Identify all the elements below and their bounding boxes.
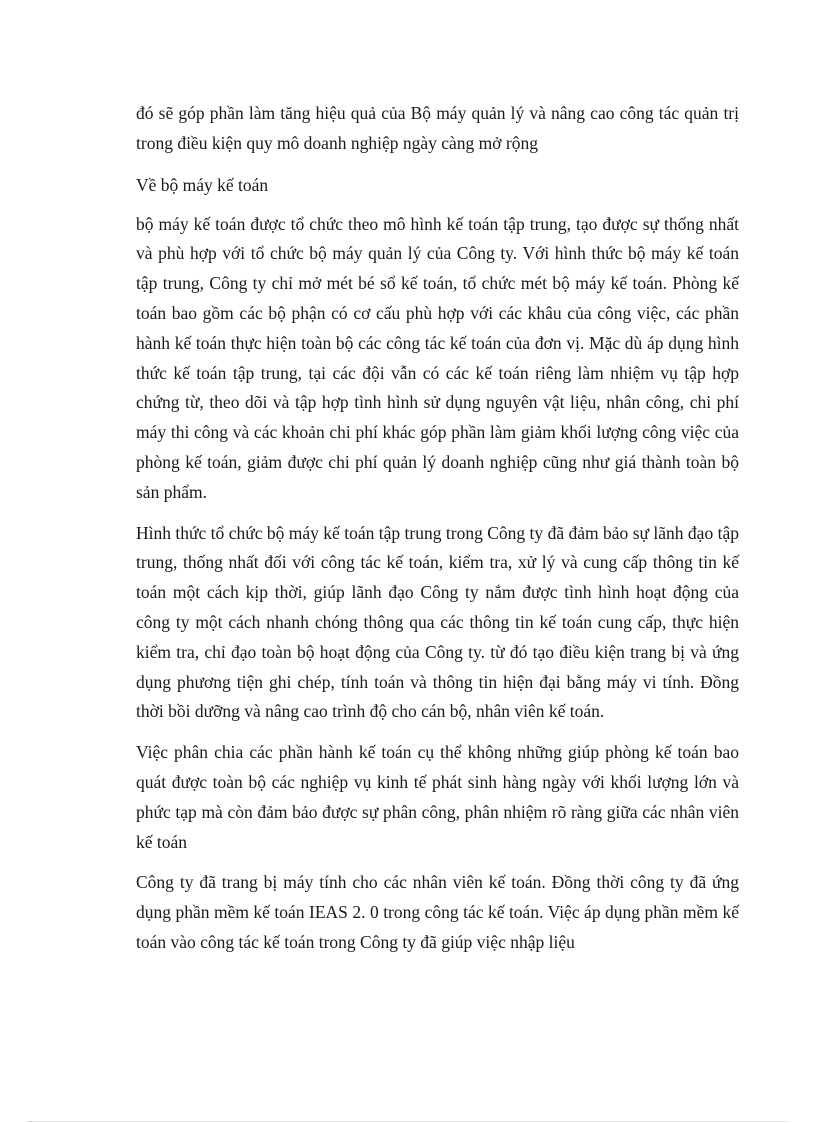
paragraph-organization-form: Hình thức tổ chức bộ máy kế toán tập trung trong Công ty đã đảm bảo sự lãnh đạo tập trung, thống nhất đối với công tác kế toán, kiểm tra, xử lý và cung cấp thông tin kế toán một cách kịp thời, giúp lãnh đạo Công ty nắm được tình hình hoạt động của công ty một cách nhanh chóng thông qua các thông tin kế toán cung cấp, thực hiện kiểm tra, chỉ đạo toàn bộ hoạt động của Công ty. từ đó tạo điều kiện trang bị và ứng dụng phương tiện ghi chép, tính toán và thông tin hiện đại bằng máy vi tính. Đồng thời bồi dưỡng và nâng cao trình độ cho cán bộ, nhân viên kế toán.: [136, 522, 739, 722]
document-body: [136, 99, 739, 969]
page-bottom-rule: [28, 1121, 788, 1122]
section-heading-accounting-apparatus: Về bộ máy kế toán: [136, 174, 269, 195]
paragraph-task-division: Việc phân chia các phần hành kế toán cụ thể không những giúp phòng kế toán bao quát được toàn bộ các nghiệp vụ kinh tế phát sinh hàng ngày với khối lượng lớn và phức tạp mà còn đảm bảo được sự phân công, phân nhiệm rõ ràng giữa các nhân viên kế toán: [136, 742, 739, 852]
paragraph-software: Công ty đã trang bị máy tính cho các nhân viên kế toán. Đồng thời công ty đã ứng dụng phần mềm kế toán IEAS 2. 0 trong công tác kế toán. Việc áp dụng phần mềm kế toán vào công tác kế toán trong Công ty đã giúp việc nhập liệu: [136, 872, 739, 952]
paragraph-intro-continuation: đó sẽ góp phần làm tăng hiệu quả của Bộ máy quản lý và nâng cao công tác quản trị trong điều kiện quy mô doanh nghiệp ngày càng mở rộng: [136, 103, 739, 153]
paragraph-centralized-model: bộ máy kế toán được tổ chức theo mô hình kế toán tập trung, tạo được sự thống nhất và phù hợp với tổ chức bộ máy quản lý của Công ty. Với hình thức bộ máy kế toán tập trung, Công ty chỉ mở mét bé sổ kế toán, tổ chức mét bộ máy kế toán. Phòng kế toán bao gồm các bộ phận có cơ cấu phù hợp với các khâu của công việc, các phần hành kế toán thực hiện toàn bộ các công tác kế toán của đơn vị. Mặc dù áp dụng hình thức kế toán tập trung, tại các đội vẫn có các kế toán riêng làm nhiệm vụ tập hợp chứng từ, theo dõi và tập hợp tình hình sử dụng nguyên vật liệu, nhân công, chi phí máy thi công và các khoản chi phí khác góp phần làm giảm khối lượng công việc của phòng kế toán, giảm được chi phí quản lý doanh nghiệp cũng như giá thành toàn bộ sản phẩm.: [136, 213, 739, 502]
